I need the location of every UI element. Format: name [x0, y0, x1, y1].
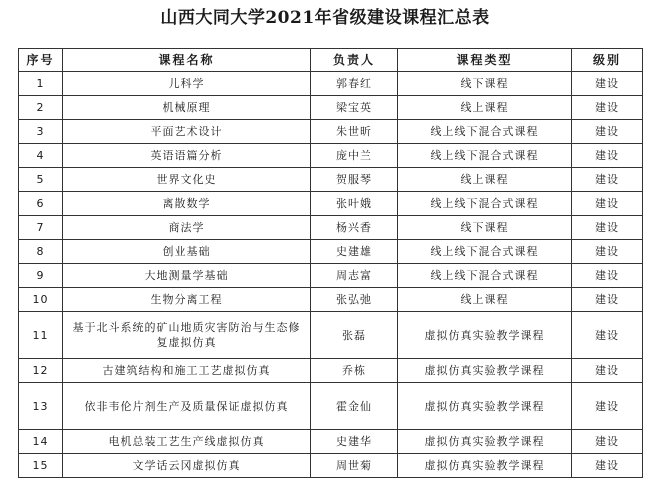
cell-level: 建设	[572, 144, 643, 168]
cell-course-name: 基于北斗系统的矿山地质灾害防治与生态修复虚拟仿真	[63, 312, 311, 359]
header-course-type: 课程类型	[398, 49, 572, 72]
cell-no: 5	[19, 168, 63, 192]
cell-owner: 张叶娥	[311, 192, 398, 216]
cell-no: 15	[19, 454, 63, 478]
cell-course-type: 线下课程	[398, 216, 572, 240]
cell-owner: 庞中兰	[311, 144, 398, 168]
table-row	[19, 216, 643, 240]
cell-no: 6	[19, 192, 63, 216]
cell-course-type: 虚拟仿真实验教学课程	[398, 454, 572, 478]
cell-course-name: 平面艺术设计	[63, 120, 311, 144]
cell-course-name: 生物分离工程	[63, 288, 311, 312]
page-title: 山西大同大学2021年省级建设课程汇总表	[160, 8, 490, 28]
cell-level: 建设	[572, 216, 643, 240]
cell-no: 13	[19, 383, 63, 430]
cell-level: 建设	[572, 312, 643, 359]
cell-no: 14	[19, 430, 63, 454]
cell-course-type: 虚拟仿真实验教学课程	[398, 312, 572, 359]
cell-level: 建设	[572, 96, 643, 120]
table-row	[19, 288, 643, 312]
cell-level: 建设	[572, 359, 643, 383]
table-row	[19, 168, 643, 192]
header-course-name: 课程名称	[63, 49, 311, 72]
cell-course-name: 古建筑结构和施工工艺虚拟仿真	[63, 359, 311, 383]
cell-course-type: 线上课程	[398, 96, 572, 120]
cell-course-name: 离散数学	[63, 192, 311, 216]
cell-course-name: 文学话云冈虚拟仿真	[63, 454, 311, 478]
table-row	[19, 359, 643, 383]
table-row	[19, 240, 643, 264]
cell-owner: 贺服琴	[311, 168, 398, 192]
cell-course-name: 儿科学	[63, 72, 311, 96]
cell-owner: 乔栋	[311, 359, 398, 383]
header-owner: 负责人	[311, 49, 398, 72]
cell-course-name: 世界文化史	[63, 168, 311, 192]
cell-no: 9	[19, 264, 63, 288]
cell-owner: 杨兴香	[311, 216, 398, 240]
cell-owner: 史建华	[311, 430, 398, 454]
cell-level: 建设	[572, 288, 643, 312]
cell-level: 建设	[572, 168, 643, 192]
table-row	[19, 144, 643, 168]
cell-course-type: 线下课程	[398, 72, 572, 96]
cell-course-type: 虚拟仿真实验教学课程	[398, 430, 572, 454]
cell-no: 2	[19, 96, 63, 120]
cell-level: 建设	[572, 120, 643, 144]
table-row	[19, 192, 643, 216]
cell-level: 建设	[572, 240, 643, 264]
table-header-row	[19, 49, 643, 72]
cell-owner: 朱世昕	[311, 120, 398, 144]
cell-owner: 霍金仙	[311, 383, 398, 430]
cell-owner: 周志富	[311, 264, 398, 288]
cell-no: 10	[19, 288, 63, 312]
cell-course-name: 电机总装工艺生产线虚拟仿真	[63, 430, 311, 454]
cell-no: 4	[19, 144, 63, 168]
cell-course-type: 线上线下混合式课程	[398, 240, 572, 264]
table-row	[19, 96, 643, 120]
cell-no: 3	[19, 120, 63, 144]
cell-course-type: 线上线下混合式课程	[398, 192, 572, 216]
cell-owner: 郭春红	[311, 72, 398, 96]
table-row	[19, 120, 643, 144]
cell-no: 12	[19, 359, 63, 383]
table-row	[19, 454, 643, 478]
table-row	[19, 383, 643, 430]
cell-owner: 梁宝英	[311, 96, 398, 120]
cell-level: 建设	[572, 264, 643, 288]
cell-level: 建设	[572, 72, 643, 96]
table-row	[19, 430, 643, 454]
cell-owner: 张弘弛	[311, 288, 398, 312]
cell-course-type: 线上课程	[398, 168, 572, 192]
cell-course-name: 依非韦伦片剂生产及质量保证虚拟仿真	[63, 383, 311, 430]
cell-no: 7	[19, 216, 63, 240]
cell-course-type: 线上课程	[398, 288, 572, 312]
cell-course-name: 机械原理	[63, 96, 311, 120]
cell-no: 1	[19, 72, 63, 96]
cell-level: 建设	[572, 383, 643, 430]
cell-owner: 史建雄	[311, 240, 398, 264]
cell-course-type: 线上线下混合式课程	[398, 120, 572, 144]
table-row	[19, 72, 643, 96]
cell-course-type: 虚拟仿真实验教学课程	[398, 383, 572, 430]
cell-level: 建设	[572, 192, 643, 216]
table-row	[19, 312, 643, 359]
header-level: 级别	[572, 49, 643, 72]
cell-no: 11	[19, 312, 63, 359]
header-no: 序号	[19, 49, 63, 72]
course-table	[18, 48, 643, 478]
cell-course-name: 英语语篇分析	[63, 144, 311, 168]
cell-level: 建设	[572, 454, 643, 478]
cell-owner: 周世菊	[311, 454, 398, 478]
cell-no: 8	[19, 240, 63, 264]
cell-course-type: 线上线下混合式课程	[398, 144, 572, 168]
cell-course-type: 虚拟仿真实验教学课程	[398, 359, 572, 383]
cell-course-type: 线上线下混合式课程	[398, 264, 572, 288]
cell-course-name: 商法学	[63, 216, 311, 240]
cell-course-name: 创业基础	[63, 240, 311, 264]
cell-course-name: 大地测量学基础	[63, 264, 311, 288]
cell-owner: 张磊	[311, 312, 398, 359]
table-row	[19, 264, 643, 288]
cell-level: 建设	[572, 430, 643, 454]
